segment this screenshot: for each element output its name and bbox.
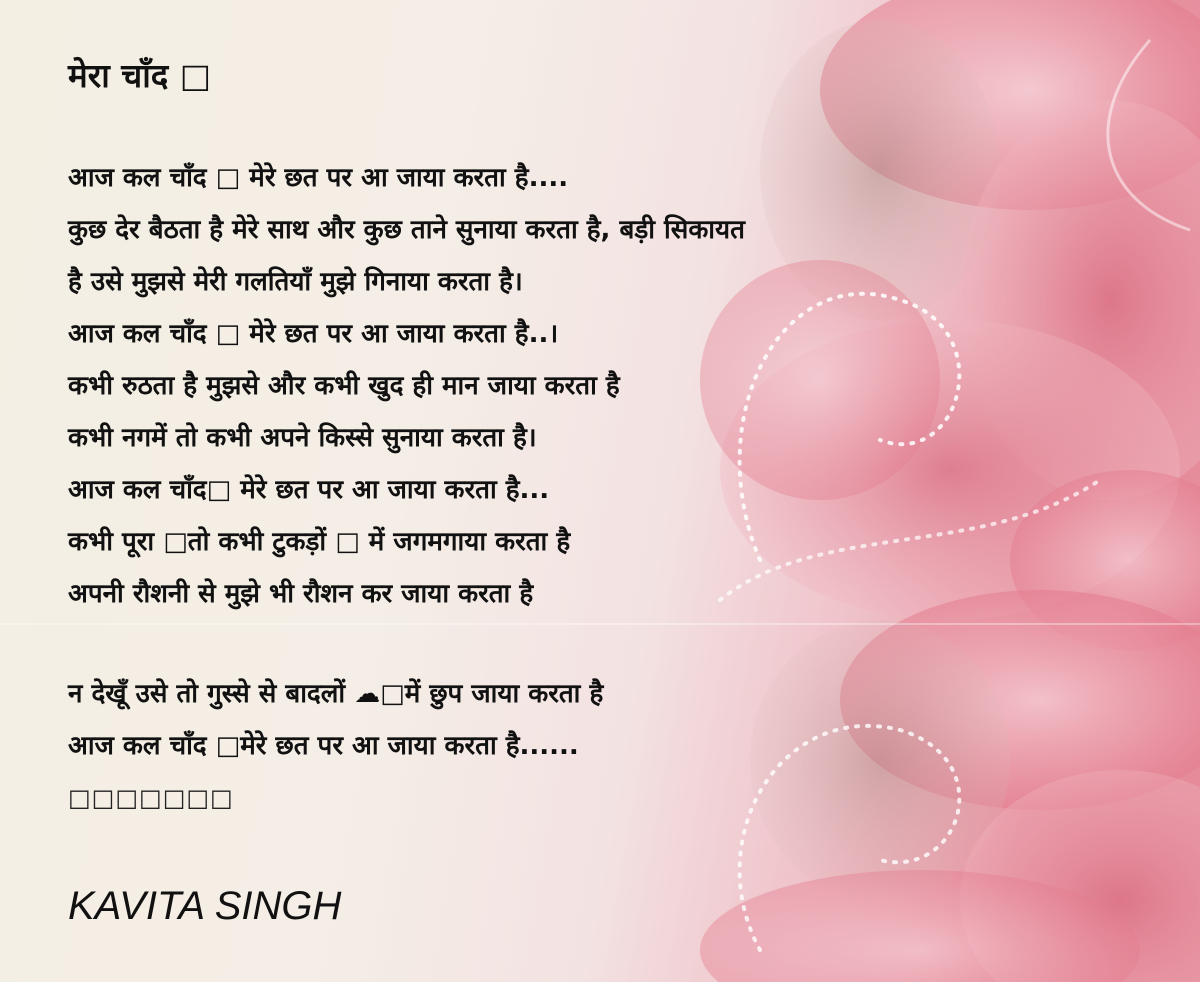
poem-line: कभी रुठता है मुझसे और कभी खुद ही मान जाया करता है <box>68 371 620 401</box>
poem-line: आज कल चाँद □ मेरे छत पर आ जाया करता है.... <box>68 163 569 193</box>
poem-line: न देखूँ उसे तो गुस्से से बादलों ☁□में छुप जाया करता है <box>68 679 604 709</box>
poem-body <box>68 52 1068 620</box>
poem-line: कुछ देर बैठता है मेरे साथ और कुछ ताने सुनाया करता है, बड़ी सिकायत <box>68 215 745 245</box>
poem-line: आज कल चाँद □ मेरे छत पर आ जाया करता है..। <box>68 319 559 349</box>
poem-line: आज कल चाँद □मेरे छत पर आ जाया करता है...... <box>68 731 579 761</box>
poem-line: कभी नगमें तो कभी अपने किस्से सुनाया करता है। <box>68 423 537 453</box>
poem-line: अपनी रौशनी से मुझे भी रौशन कर जाया करता है <box>68 579 534 609</box>
poem-line: कभी पूरा □तो कभी टुकड़ों □ में जगमगाया करता है <box>68 527 571 557</box>
poem-line: है उसे मुझसे मेरी गलतियाँ मुझे गिनाया करता है। <box>68 267 523 297</box>
poem-title: मेरा चाँद □ <box>68 56 211 95</box>
author-name: KAVITA SINGH <box>68 884 342 928</box>
poem-line: आज कल चाँद□ मेरे छत पर आ जाया करता है... <box>68 475 550 505</box>
trailing-symbols: □□□□□□□ <box>68 784 234 812</box>
poem-second-stanza <box>68 668 603 824</box>
image-seam <box>0 623 1200 625</box>
